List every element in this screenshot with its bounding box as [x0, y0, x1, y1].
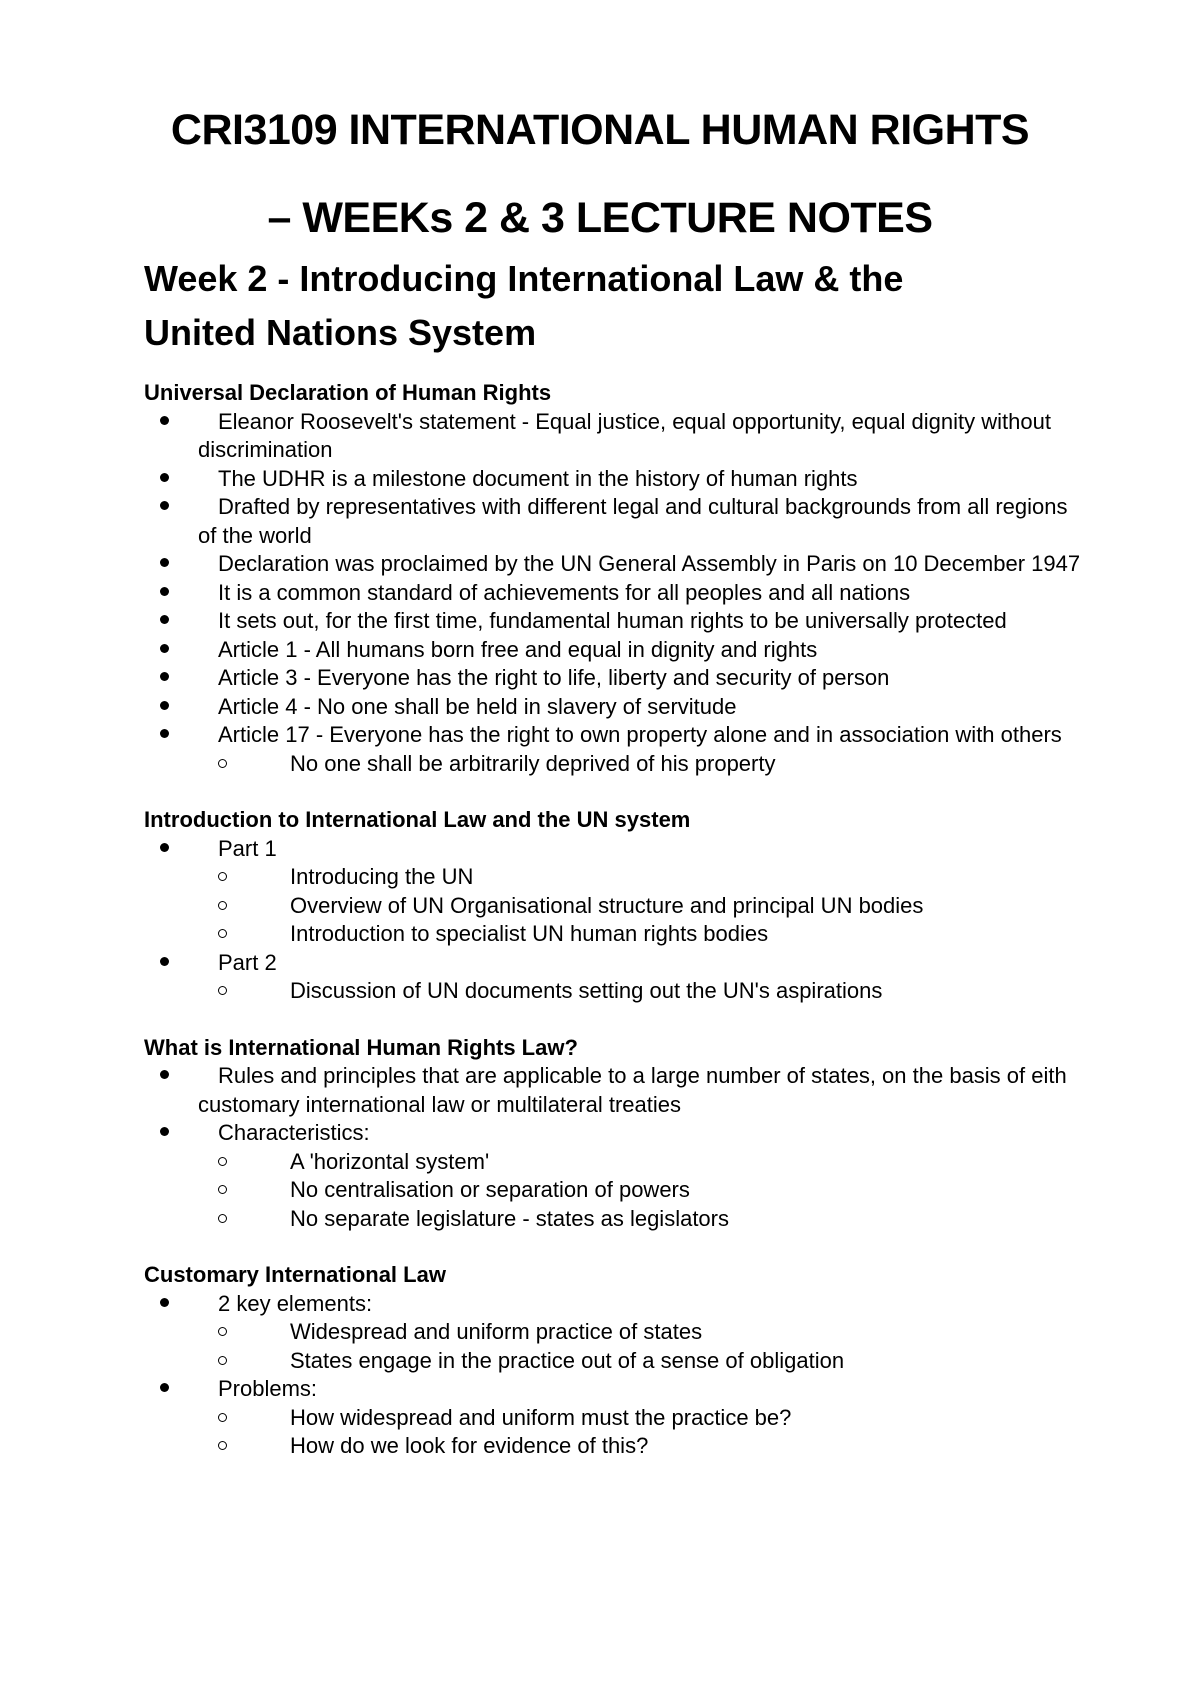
list-item	[144, 1062, 1084, 1119]
bullet-icon	[160, 501, 169, 510]
list-item-text: Part 2	[218, 949, 277, 975]
circle-bullet-icon	[218, 1185, 227, 1194]
sub-list-item-text: No separate legislature - states as legislators	[290, 1205, 729, 1231]
bullet-list	[144, 1062, 1084, 1233]
sub-list-item-text: How widespread and uniform must the practice be?	[290, 1404, 792, 1430]
notes-section	[144, 1034, 1084, 1234]
list-item	[144, 664, 1084, 693]
bullet-list	[144, 408, 1084, 779]
bullet-icon	[160, 558, 169, 567]
section-heading: What is International Human Rights Law?	[144, 1034, 578, 1060]
list-item-text: The UDHR is a milestone document in the history of human rights	[218, 465, 858, 491]
list-item-text: It sets out, for the first time, fundamental human rights to be universally protected	[218, 608, 1007, 633]
list-item-text: Eleanor Roosevelt's statement - Equal justice, equal opportunity, equal dignity without discrimination	[198, 408, 1051, 462]
list-item	[144, 949, 1084, 1006]
list-item-text: It is a common standard of achievements for all peoples and all nations	[218, 579, 911, 605]
bullet-icon	[160, 672, 169, 681]
sub-list-item	[144, 863, 1084, 892]
bullet-icon	[160, 957, 169, 966]
bullet-list	[144, 1290, 1084, 1461]
sub-list-item	[144, 1318, 1084, 1347]
bullet-icon	[160, 701, 169, 710]
sub-list-item	[144, 1176, 1084, 1205]
list-item	[144, 693, 1084, 722]
sub-list-item	[144, 1347, 1084, 1376]
sub-list	[198, 1404, 1084, 1461]
list-item	[144, 607, 1084, 636]
bullet-icon	[160, 843, 169, 852]
list-item-text: Characteristics:	[218, 1120, 370, 1145]
sub-list-item-text: Overview of UN Organisational structure and principal UN bodies	[290, 892, 924, 918]
list-item-text: Article 3 - Everyone has the right to life, liberty and security of person	[218, 665, 890, 690]
bullet-icon	[160, 416, 169, 425]
sub-list-item-text: Widespread and uniform practice of states	[290, 1319, 703, 1344]
section-heading: Introduction to International Law and the UN system	[144, 807, 691, 832]
sub-list	[198, 1148, 1084, 1234]
bullet-icon	[160, 1383, 169, 1392]
bullet-icon	[160, 1127, 169, 1136]
list-item	[144, 493, 1084, 550]
circle-bullet-icon	[218, 986, 227, 995]
list-item	[144, 1375, 1084, 1461]
sub-list	[198, 977, 1084, 1006]
sub-list-item	[144, 920, 1084, 949]
notes-content	[144, 379, 1084, 1489]
list-item	[144, 465, 1084, 494]
list-item-text: Part 1	[218, 835, 277, 861]
circle-bullet-icon	[218, 1413, 227, 1422]
sub-list-item-text: States engage in the practice out of a sense of obligation	[290, 1347, 845, 1373]
circle-bullet-icon	[218, 1327, 227, 1336]
sub-list-item-text: A 'horizontal system'	[290, 1148, 490, 1174]
document-title	[0, 86, 1200, 262]
bullet-icon	[160, 615, 169, 624]
list-item-text: Problems:	[218, 1376, 318, 1401]
bullet-icon	[160, 587, 169, 596]
notes-section	[144, 1261, 1084, 1461]
sub-list	[198, 750, 1084, 779]
list-item	[144, 636, 1084, 665]
list-item	[144, 579, 1084, 608]
list-item-text: Article 1 - All humans born free and equal in dignity and rights	[218, 636, 818, 662]
week-heading-line-2: United Nations System	[144, 312, 537, 353]
week-heading-line-1: Week 2 - Introducing International Law & the	[144, 258, 904, 299]
sub-list-item-text: Introducing the UN	[290, 864, 474, 889]
sub-list-item-text: Discussion of UN documents setting out the UN's aspirations	[290, 978, 883, 1003]
list-item-text: 2 key elements:	[218, 1290, 373, 1316]
week-heading	[144, 252, 1144, 360]
circle-bullet-icon	[218, 872, 227, 881]
circle-bullet-icon	[218, 1441, 227, 1450]
circle-bullet-icon	[218, 1214, 227, 1223]
list-item	[144, 1290, 1084, 1376]
sub-list-item	[144, 750, 1084, 779]
circle-bullet-icon	[218, 1356, 227, 1365]
list-item	[144, 835, 1084, 949]
section-heading: Universal Declaration of Human Rights	[144, 380, 552, 405]
bullet-icon	[160, 729, 169, 738]
circle-bullet-icon	[218, 901, 227, 910]
sub-list	[198, 863, 1084, 949]
sub-list-item	[144, 1205, 1084, 1234]
list-item	[144, 408, 1084, 465]
list-item	[144, 550, 1084, 579]
sub-list-item	[144, 1404, 1084, 1433]
list-item	[144, 721, 1084, 778]
bullet-icon	[160, 473, 169, 482]
sub-list-item-text: How do we look for evidence of this?	[290, 1433, 649, 1458]
bullet-icon	[160, 644, 169, 653]
list-item-text: Drafted by representatives with different legal and cultural backgrounds from all regions of the world	[198, 494, 1068, 548]
list-item-text: Declaration was proclaimed by the UN General Assembly in Paris on 10 December 1947	[218, 551, 1081, 576]
sub-list-item	[144, 1148, 1084, 1177]
document-title-line-2: – WEEKs 2 & 3 LECTURE NOTES	[267, 194, 933, 242]
circle-bullet-icon	[218, 1157, 227, 1166]
section-heading: Customary International Law	[144, 1262, 446, 1287]
notes-section	[144, 379, 1084, 778]
circle-bullet-icon	[218, 759, 227, 768]
list-item	[144, 1119, 1084, 1233]
bullet-list	[144, 835, 1084, 1006]
list-item-text: Rules and principles that are applicable to a large number of states, on the basis of eith customary international law or multilateral treaties	[198, 1063, 1067, 1117]
sub-list-item-text: No one shall be arbitrarily deprived of his property	[290, 750, 776, 776]
bullet-icon	[160, 1298, 169, 1307]
circle-bullet-icon	[218, 929, 227, 938]
sub-list-item-text: No centralisation or separation of powers	[290, 1177, 690, 1202]
sub-list	[198, 1318, 1084, 1375]
list-item-text: Article 17 - Everyone has the right to own property alone and in association with others	[218, 722, 1062, 747]
notes-section	[144, 806, 1084, 1006]
document-title-line-1: CRI3109 INTERNATIONAL HUMAN RIGHTS	[170, 106, 1030, 154]
sub-list-item-text: Introduction to specialist UN human rights bodies	[290, 921, 769, 946]
sub-list-item	[144, 977, 1084, 1006]
sub-list-item	[144, 892, 1084, 921]
bullet-icon	[160, 1070, 169, 1079]
sub-list-item	[144, 1432, 1084, 1461]
list-item-text: Article 4 - No one shall be held in slavery of servitude	[218, 693, 737, 719]
